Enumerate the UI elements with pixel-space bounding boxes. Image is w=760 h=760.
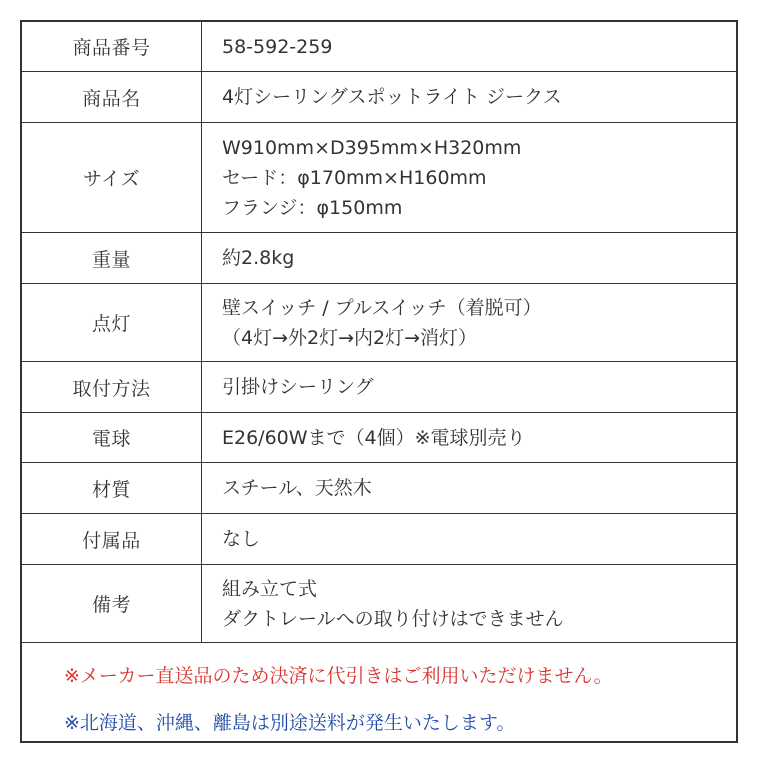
value-line: 58-592-259 (222, 35, 333, 58)
row-value (202, 463, 736, 513)
spec-table (20, 20, 738, 743)
value-line: スチール、天然木 (222, 477, 372, 499)
value-line: E26/60Wまで（4個）※電球別売り (222, 426, 526, 449)
row-value (202, 72, 736, 122)
extra-shipping-note: ※北海道、沖縄、離島は別途送料が発生いたします。 (64, 712, 516, 734)
value-line: （4灯→外2灯→内2灯→消灯） (222, 326, 478, 349)
spec-row-product-name (22, 72, 736, 123)
value-line: セード：φ170mm×H160mm (222, 166, 487, 189)
row-label: 商品番号 (22, 22, 202, 71)
spec-row-size (22, 123, 736, 233)
row-label: 付属品 (22, 514, 202, 564)
value-line: なし (222, 528, 261, 550)
value-line: 約2.8kg (222, 247, 295, 269)
row-label: 材質 (22, 463, 202, 513)
row-label: 商品名 (22, 72, 202, 122)
spec-row-mounting (22, 362, 736, 413)
spec-row-weight (22, 233, 736, 284)
row-label: サイズ (22, 123, 202, 232)
value-line: フランジ：φ150mm (222, 196, 403, 219)
spec-row-product-number (22, 22, 736, 72)
spec-row-lighting (22, 284, 736, 362)
value-line: 壁スイッチ / プルスイッチ（着脱可） (222, 296, 542, 319)
value-line: 4灯シーリングスポットライト ジークス (222, 86, 562, 108)
cod-unavailable-note: ※メーカー直送品のため決済に代引きはご利用いただけません。 (64, 665, 613, 687)
row-label: 取付方法 (22, 362, 202, 412)
spec-row-remarks (22, 565, 736, 643)
row-value (202, 514, 736, 564)
value-line: W910mm×D395mm×H320mm (222, 136, 522, 159)
spec-row-material (22, 463, 736, 514)
row-value (202, 233, 736, 283)
value-line: 引掛けシーリング (222, 376, 374, 398)
row-label: 備考 (22, 565, 202, 642)
row-label: 重量 (22, 233, 202, 283)
value-line: ダクトレールへの取り付けはできません (222, 607, 564, 630)
row-value (202, 22, 736, 71)
value-line: 組み立て式 (222, 577, 318, 600)
row-label: 点灯 (22, 284, 202, 361)
row-value (202, 565, 736, 642)
row-value (202, 362, 736, 412)
spec-row-bulb (22, 413, 736, 463)
row-value (202, 284, 736, 361)
row-label: 電球 (22, 413, 202, 462)
row-value (202, 123, 736, 232)
spec-row-accessories (22, 514, 736, 565)
row-value (202, 413, 736, 462)
notes-section (22, 643, 736, 741)
